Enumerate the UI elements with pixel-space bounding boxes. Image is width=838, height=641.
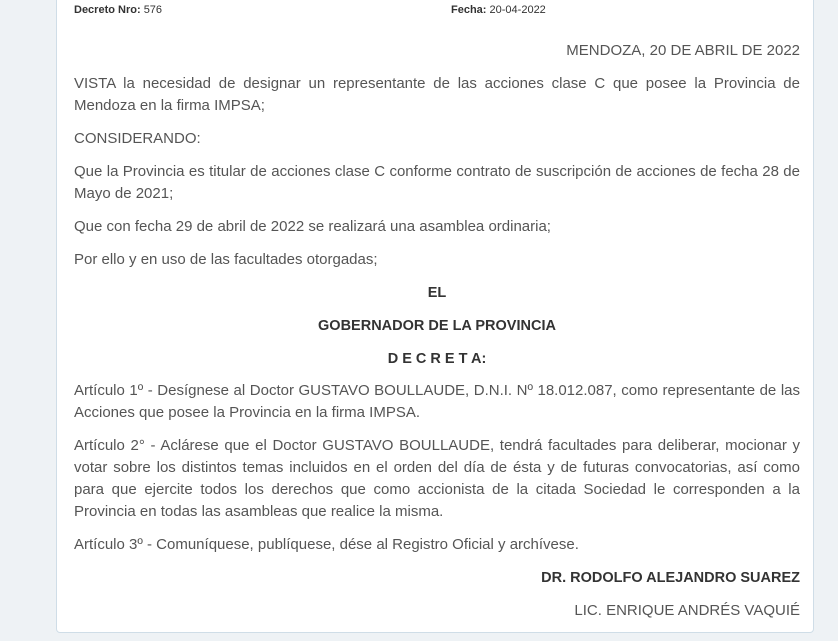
considerando-paragraph-3: Por ello y en uso de las facultades otorgadas;	[74, 251, 378, 268]
decreto-number	[74, 4, 162, 16]
fecha-value: 20-04-2022	[489, 4, 546, 16]
article-2: Artículo 2° - Aclárese que el Doctor GUSTAVO BOULLAUDE, tendrá facultades para deliberar, mocionar y votar sobre los distintos temas incluidos en el orden del día de ésta y de futuras convocatorias, así como para que ejercite todos los derechos que como accionista de la citada Sociedad le corresponden a la Provincia en todas las asambleas que realice la misma.	[74, 437, 800, 520]
considerando-heading: CONSIDERANDO:	[74, 130, 201, 147]
decreto-label: Decreto Nro:	[74, 4, 141, 16]
heading-decreta: D E C R E T A:	[387, 351, 487, 367]
place-date: MENDOZA, 20 DE ABRIL DE 2022	[566, 42, 800, 59]
decreto-date	[451, 4, 546, 16]
signature-governor: DR. RODOLFO ALEJANDRO SUAREZ	[541, 570, 800, 586]
considerando-paragraph-1: Que la Provincia es titular de acciones clase C conforme contrato de suscripción de acciones de fecha 28 de Mayo de 2021;	[74, 163, 800, 202]
fecha-label: Fecha:	[451, 4, 487, 16]
article-3: Artículo 3º - Comuníquese, publíquese, dése al Registro Oficial y archívese.	[74, 536, 579, 553]
document-body	[74, 40, 800, 633]
document-meta-row	[74, 4, 804, 20]
vista-paragraph: VISTA la necesidad de designar un representante de las acciones clase C que posee la Provincia de Mendoza en la firma IMPSA;	[74, 75, 800, 114]
heading-el: EL	[427, 285, 447, 301]
decreto-value: 576	[143, 4, 163, 16]
considerando-paragraph-2: Que con fecha 29 de abril de 2022 se realizará una asamblea ordinaria;	[74, 218, 551, 235]
heading-gobernador: GOBERNADOR DE LA PROVINCIA	[318, 318, 556, 334]
article-1: Artículo 1º - Desígnese al Doctor GUSTAVO BOULLAUDE, D.N.I. Nº 18.012.087, como representante de las Acciones que posee la Provincia en la firma IMPSA.	[74, 382, 800, 421]
signature-minister: LIC. ENRIQUE ANDRÉS VAQUIÉ	[574, 602, 800, 619]
